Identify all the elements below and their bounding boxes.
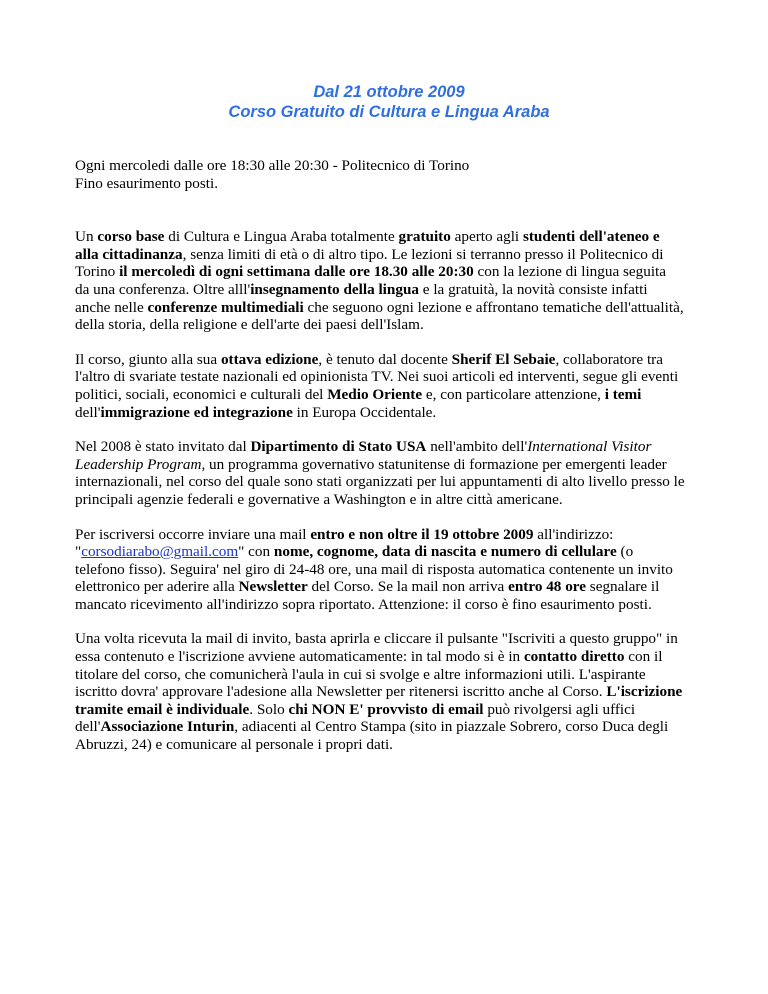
- text-line: dell'immigrazione ed integrazione in Europa Occidentale.: [75, 403, 437, 421]
- bold-text: alla cittadinanza: [75, 245, 183, 263]
- text-line: Per iscriversi occorre inviare una mail entro e non oltre il 19 ottobre 2009 all'indirizzo:: [75, 525, 614, 543]
- intro-paragraph: [75, 157, 703, 192]
- text-line: Abruzzi, 24) e comunicare al personale i propri dati.: [75, 736, 393, 754]
- bold-text: studenti dell'ateneo e: [522, 228, 660, 246]
- bold-text: insegnamento della lingua: [250, 280, 419, 298]
- italic-text: International Visitor: [527, 438, 652, 456]
- text-line: della storia, della religione e dell'arte dei paesi dell'Islam.: [75, 316, 424, 334]
- text-line: tramite email è individuale. Solo chi NON E' provvisto di email può rivolgersi agli uffici: [75, 700, 636, 718]
- text-line: titolare del corso, che comunicherà l'aula in cui si svolge e altre informazioni utili. L'aspirante: [75, 665, 646, 683]
- bold-text: Sherif El Sebaie: [451, 350, 556, 368]
- bold-text: Dipartimento di Stato USA: [250, 438, 427, 456]
- bold-text: gratuito: [398, 228, 451, 246]
- text-line: essa contenuto e l'iscrizione avviene automaticamente: in tal modo si è in contatto diretto con il: [75, 648, 663, 666]
- bold-text: entro 48 ore: [508, 578, 586, 596]
- text-line: dell'Associazione Inturin, adiacenti al Centro Stampa (sito in piazzale Sobrero, corso Duca degli: [75, 718, 669, 736]
- bold-text: i temi: [604, 385, 642, 403]
- bold-text: Newsletter: [238, 578, 308, 596]
- bold-text: conferenze multimediali: [147, 298, 304, 316]
- text-line: telefono fisso). Seguira' nel giro di 24-48 ore, una mail di risposta automatica contenente un invito: [75, 560, 673, 578]
- title-date-line: Dal 21 ottobre 2009: [313, 83, 465, 101]
- text-line: Torino il mercoledì di ogni settimana dalle ore 18.30 alle 20:30 con la lezione di lingua seguita: [75, 263, 667, 281]
- text-line: iscritto dovra' approvare l'adesione alla Newsletter per ritenersi iscritto anche al Corso. L'iscrizione: [75, 683, 683, 701]
- bold-text: Medio Oriente: [327, 385, 423, 403]
- bold-text: ottava edizione: [220, 350, 319, 368]
- text-line: politici, sociali, economici e culturali del Medio Oriente e, con particolare attenzione, i temi: [75, 385, 642, 403]
- text-line: Un corso base di Cultura e Lingua Araba totalmente gratuito aperto agli studenti dell'ateneo e: [75, 228, 660, 246]
- bold-text: tramite email è individuale: [75, 700, 250, 718]
- text-line: internazionali, nel corso del quale sono stati organizzati per lui appuntamenti di alto livello presso le: [75, 473, 685, 491]
- bold-text: entro e non oltre il 19 ottobre 2009: [310, 525, 534, 543]
- bold-text: contatto diretto: [523, 648, 625, 666]
- bold-text: il mercoledì di ogni settimana dalle ore 18.30 alle 20:30: [119, 263, 474, 281]
- text-line: elettronico per aderire alla Newsletter del Corso. Se la mail non arriva entro 48 ore segnalare il: [75, 578, 660, 596]
- text-line: mancato ricevimento all'indirizzo sopra riportato. Attenzione: il corso è fino esaurimento posti.: [75, 595, 652, 613]
- page-title: [75, 82, 703, 122]
- italic-text: Leadership Program: [75, 455, 202, 473]
- invitation-paragraph: [75, 630, 703, 753]
- course-description-paragraph: [75, 228, 703, 334]
- bold-text: corso base: [97, 228, 165, 246]
- registration-paragraph: [75, 526, 703, 614]
- bold-text: Associazione Inturin: [100, 718, 235, 736]
- text-line: l'altro di svariate testate nazionali ed opinionista TV. Nei suoi articoli ed interventi, segue gli eventi: [75, 368, 679, 386]
- text-line: da una conferenza. Oltre alll'insegnamento della lingua e la gratuità, la novità consiste infatti: [75, 280, 648, 298]
- text-line: Il corso, giunto alla sua ottava edizione, è tenuto dal docente Sherif El Sebaie, collaboratore tra: [75, 350, 663, 368]
- teacher-paragraph: [75, 351, 703, 421]
- text-line: "corsodiarabo@gmail.com" con nome, cognome, data di nascita e numero di cellulare (o: [75, 543, 634, 561]
- text-line: Nel 2008 è stato invitato dal Dipartimento di Stato USA nell'ambito dell'International Visitor: [75, 438, 652, 456]
- text-line: principali agenzie federali e governative a Washington e in altre città americane.: [75, 490, 563, 508]
- usa-program-paragraph: [75, 438, 703, 508]
- schedule-line: Ogni mercoledi dalle ore 18:30 alle 20:30 - Politecnico di Torino: [75, 157, 470, 174]
- document-page: [75, 82, 703, 754]
- text-line: alla cittadinanza, senza limiti di età o di altro tipo. Le lezioni si terranno presso il Politecnico di: [75, 245, 664, 263]
- bold-text: immigrazione ed integrazione: [100, 403, 293, 421]
- text-line: Leadership Program, un programma governativo statunitense di formazione per emergenti leader: [75, 455, 667, 473]
- text-line: Una volta ricevuta la mail di invito, basta aprirla e cliccare il pulsante "Iscriviti a questo gruppo" in: [75, 630, 678, 648]
- availability-line: Fino esaurimento posti.: [75, 174, 219, 192]
- bold-text: L'iscrizione: [606, 683, 683, 701]
- bold-text: nome, cognome, data di nascita e numero di cellulare: [273, 543, 617, 561]
- bold-text: chi NON E' provvisto di email: [288, 700, 484, 718]
- email-link[interactable]: corsodiarabo@gmail.com: [81, 543, 239, 561]
- title-course-line: Corso Gratuito di Cultura e Lingua Araba: [228, 103, 550, 121]
- text-line: anche nelle conferenze multimediali che seguono ogni lezione e affrontano tematiche dell'attualità,: [75, 298, 684, 316]
